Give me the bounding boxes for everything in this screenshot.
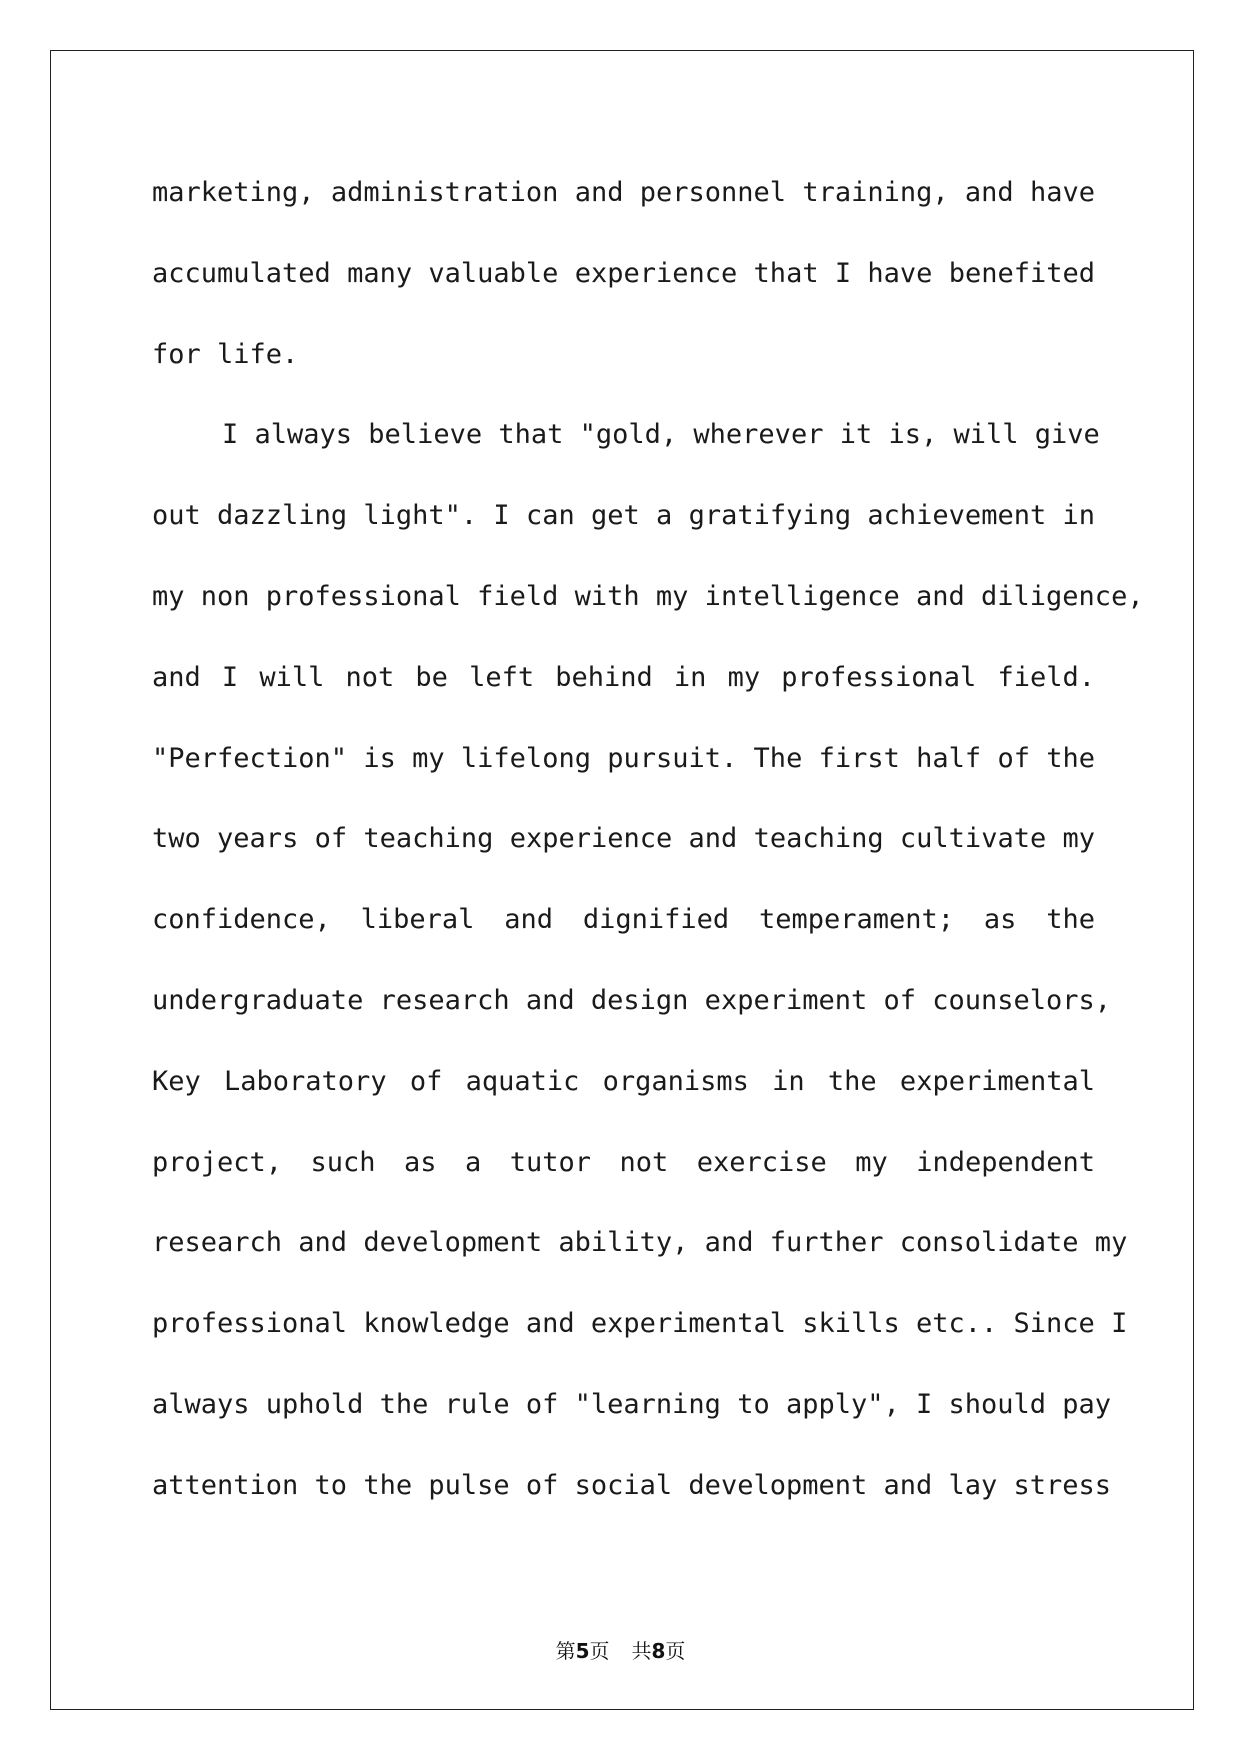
text-line: marketing, administration and personnel training, and have <box>152 177 1095 208</box>
total-prefix: 共 <box>631 1639 652 1663</box>
text-line: I always believe that "gold, wherever it is, will give <box>222 419 1100 450</box>
text-line: research and development ability, and further consolidate my <box>152 1227 1128 1258</box>
text-line: "Perfection" is my lifelong pursuit. The first half of the <box>152 743 1095 774</box>
page-prefix: 第 <box>555 1639 576 1663</box>
text-line: and I will not be left behind in my professional field. <box>152 662 1095 693</box>
text-line: for life. <box>152 339 299 370</box>
text-line: two years of teaching experience and teaching cultivate my <box>152 823 1095 854</box>
text-line: attention to the pulse of social development and lay stress <box>152 1470 1112 1501</box>
text-line: confidence, liberal and dignified temperament; as the <box>152 904 1095 935</box>
text-line: my non professional field with my intelligence and diligence, <box>152 581 1144 612</box>
page-border <box>50 50 1194 1710</box>
total-suffix: 页 <box>665 1639 686 1663</box>
page-suffix: 页 <box>589 1639 610 1663</box>
text-line: accumulated many valuable experience that I have benefited <box>152 258 1095 289</box>
page-footer <box>0 1635 1241 1664</box>
text-line: undergraduate research and design experiment of counselors, <box>152 985 1112 1016</box>
text-line: project, such as a tutor not exercise my independent <box>152 1147 1095 1178</box>
text-line: professional knowledge and experimental skills etc.. Since I <box>152 1308 1128 1339</box>
text-line: always uphold the rule of "learning to apply", I should pay <box>152 1389 1112 1420</box>
total-pages: 8 <box>651 1639 666 1663</box>
page-number: 5 <box>575 1639 590 1663</box>
text-line: Key Laboratory of aquatic organisms in the experimental <box>152 1066 1095 1097</box>
text-line: out dazzling light". I can get a gratifying achievement in <box>152 500 1095 531</box>
